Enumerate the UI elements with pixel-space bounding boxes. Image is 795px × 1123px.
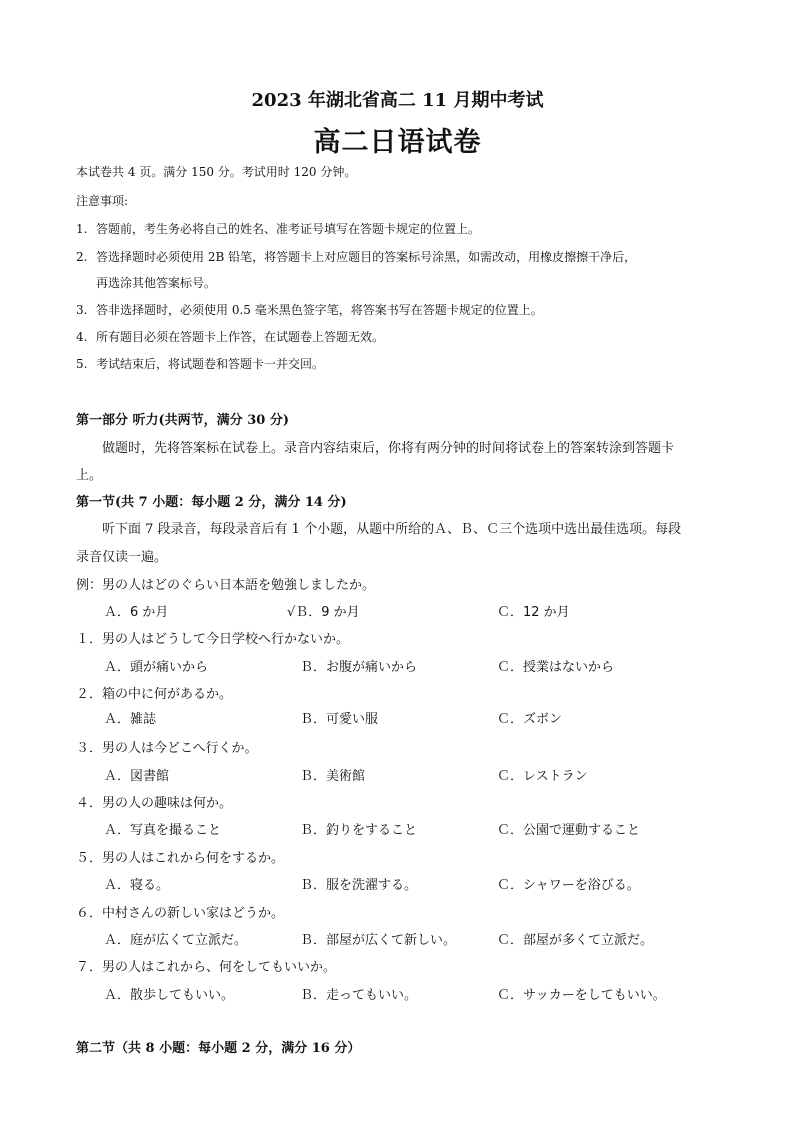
option-b: Ｂ．釣りをすること	[300, 823, 418, 838]
note-number: 5.	[76, 357, 88, 371]
question-stem: ２．箱の中に何があるか。	[76, 687, 233, 702]
note-item	[76, 355, 324, 372]
note-item	[76, 220, 480, 237]
note-number: 2.	[76, 250, 88, 264]
section1-instructions: 听下面 7 段录音，每段录音后有 1 个小题，从题中所给的Ａ、Ｂ、Ｃ三个选项中选出最佳选项。每段	[102, 522, 682, 537]
notes-heading: 注意事项:	[76, 194, 129, 208]
note-number: 3.	[76, 303, 88, 317]
question-stem: ３．男の人は今どこへ行くか。	[76, 741, 258, 756]
section1-heading: 第一节(共 7 小题：每小题 2 分，满分 14 分)	[76, 495, 347, 510]
option-a: Ａ．雑誌	[104, 712, 157, 727]
question-stem: ６．中村さんの新しい家はどうか。	[76, 906, 285, 921]
note-text-continued: 再选涂其他答案标号。	[96, 276, 217, 290]
example-option-a: Ａ．6 か月	[104, 605, 169, 620]
intro-text: 本试卷共 4 页。满分 150 分。考试用时 120 分钟。	[76, 165, 357, 179]
section1-instructions-continued: 录音仅读一遍。	[76, 550, 168, 565]
option-a: Ａ．写真を撮ること	[104, 823, 222, 838]
question-stem: ４．男の人の趣味は何か。	[76, 796, 233, 811]
note-item	[76, 328, 384, 345]
example-option-c: Ｃ．12 か月	[497, 605, 570, 620]
note-text: 答非选择题时，必须使用 0.5 毫米黑色签字笔，将答案书写在答题卡规定的位置上。	[96, 303, 543, 317]
note-text: 答题前，考生务必将自己的姓名、准考证号填写在答题卡规定的位置上。	[96, 222, 481, 236]
option-b: Ｂ．走ってもいい。	[300, 988, 418, 1003]
option-a: Ａ．庭が広くて立派だ。	[104, 933, 248, 948]
part1-instructions-continued: 上。	[76, 468, 103, 483]
note-number: 4.	[76, 330, 88, 344]
paper-title: 高二日语试卷	[313, 127, 482, 158]
option-b: Ｂ．お腹が痛いから	[300, 660, 418, 675]
option-b: Ｂ．美術館	[300, 769, 366, 784]
option-c: Ｃ．サッカーをしてもいい。	[497, 988, 666, 1003]
option-a: Ａ．寝る。	[104, 878, 170, 893]
option-a: Ａ．頭が痛いから	[104, 660, 209, 675]
question-stem: ５．男の人はこれから何をするか。	[76, 851, 285, 866]
note-item	[76, 301, 543, 318]
note-number: 1.	[76, 222, 88, 236]
option-b: Ｂ．服を洗濯する。	[300, 878, 418, 893]
option-b: Ｂ．可愛い服	[300, 712, 379, 727]
note-text: 所有题目必须在答题卡上作答，在试题卷上答题无效。	[96, 330, 385, 344]
option-a: Ａ．図書館	[104, 769, 170, 784]
option-c: Ｃ．公園で運動すること	[497, 823, 641, 838]
part1-heading: 第一部分 听力(共两节，满分 30 分)	[76, 413, 289, 428]
note-text: 考试结束后，将试题卷和答题卡一并交回。	[96, 357, 325, 371]
exam-title: 2023 年湖北省高二 11 月期中考试	[251, 90, 544, 111]
part1-instructions: 做题时，先将答案标在试卷上。录音内容结束后，你将有两分钟的时间将试卷上的答案转涂到答题卡	[102, 441, 675, 456]
option-c: Ｃ．授業はないから	[497, 660, 615, 675]
example-option-b: √Ｂ．9 か月	[287, 605, 360, 620]
note-text: 答选择题时必须使用 2B 铅笔，将答题卡上对应题目的答案标号涂黑，如需改动，用橡皮擦擦干净后，	[96, 250, 637, 264]
example-question: 例：男の人はどのぐらい日本語を勉強しましたか。	[76, 578, 376, 593]
question-stem: １．男の人はどうして今日学校へ行かないか。	[76, 632, 350, 647]
option-a: Ａ．散歩してもいい。	[104, 988, 235, 1003]
section2-heading: 第二节（共 8 小题：每小题 2 分，满分 16 分）	[76, 1041, 361, 1056]
option-c: Ｃ．ズボン	[497, 712, 563, 727]
option-c: Ｃ．シャワーを浴びる。	[497, 878, 640, 893]
option-b: Ｂ．部屋が広くて新しい。	[300, 933, 457, 948]
question-stem: ７．男の人はこれから、何をしてもいいか。	[76, 960, 337, 975]
option-c: Ｃ．レストラン	[497, 769, 588, 784]
note-item	[76, 248, 636, 265]
option-c: Ｃ．部屋が多くて立派だ。	[497, 933, 654, 948]
